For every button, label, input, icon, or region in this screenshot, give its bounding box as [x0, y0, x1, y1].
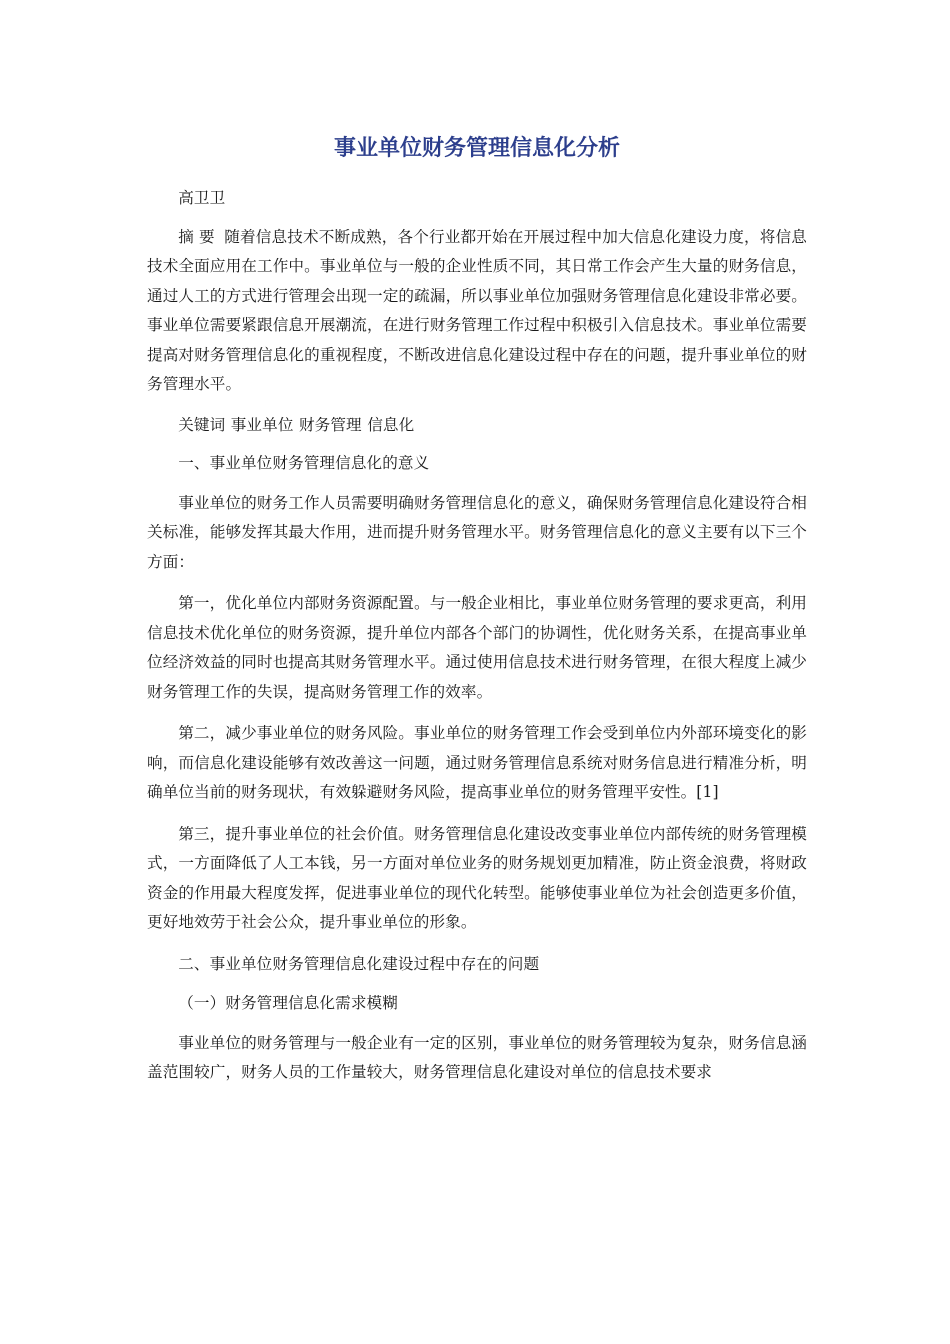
keyword-item: 财务管理	[298, 415, 362, 434]
keywords-label: 关键词	[178, 415, 226, 434]
paper-body	[147, 184, 807, 1100]
paper-title: 事业单位财务管理信息化分析	[333, 136, 620, 161]
keyword-item: 信息化	[367, 415, 415, 434]
abstract-label: 摘 要	[178, 227, 215, 246]
body-paragraph: 事业单位的财务工作人员需要明确财务管理信息化的意义，确保财务管理信息化建设符合相关标准，能够发挥其最大作用，进而提升财务管理水平。财务管理信息化的意义主要有以下三个方面：	[147, 493, 807, 571]
keywords-line	[147, 411, 807, 441]
subsection-heading: （一）财务管理信息化需求模糊	[178, 994, 398, 1012]
body-paragraph: 事业单位的财务管理与一般企业有一定的区别，事业单位的财务管理较为复杂，财务信息涵盖范围较广，财务人员的工作量较大，财务管理信息化建设对单位的信息技术要求	[147, 1033, 807, 1081]
section-heading-1: 一、事业单位财务管理信息化的意义	[178, 454, 430, 472]
abstract-paragraph	[147, 223, 807, 400]
author-name: 高卫卫	[178, 189, 226, 207]
body-paragraph: 第二，减少事业单位的财务风险。事业单位的财务管理工作会受到单位内外部环境变化的影响，而信息化建设能够有效改善这一问题，通过财务管理信息系统对财务信息进行精准分析，明确单位当前的财务现状，有效躲避财务风险，提高事业单位的财务管理平安性。[1]	[147, 724, 807, 801]
keyword-item: 事业单位	[230, 415, 294, 434]
body-paragraph: 第一，优化单位内部财务资源配置。与一般企业相比，事业单位财务管理的要求更高，利用信息技术优化单位的财务资源，提升单位内部各个部门的协调性，优化财务关系，在提高事业单位经济效益的同时也提高其财务管理水平。通过使用信息技术进行财务管理，在很大程度上减少财务管理工作的失误，提高财务管理工作的效率。	[147, 594, 807, 701]
abstract-text: 随着信息技术不断成熟，各个行业都开始在开展过程中加大信息化建设力度，将信息技术全面应用在工作中。事业单位与一般的企业性质不同，其日常工作会产生大量的财务信息，通过人工的方式进行管理会出现一定的疏漏，所以事业单位加强财务管理信息化建设非常必要。事业单位需要紧跟信息开展潮流，在进行财务管理工作过程中积极引入信息技术。事业单位需要提高对财务管理信息化的重视程度，不断改进信息化建设过程中存在的问题，提升事业单位的财务管理水平。	[147, 227, 807, 393]
section-heading-2: 二、事业单位财务管理信息化建设过程中存在的问题	[178, 954, 540, 973]
body-paragraph: 第三，提升事业单位的社会价值。财务管理信息化建设改变事业单位内部传统的财务管理模式，一方面降低了人工本钱，另一方面对单位业务的财务规划更加精准，防止资金浪费，将财政资金的作用最大程度发挥，促进事业单位的现代化转型。能够使事业单位为社会创造更多价值，更好地效劳于社会公众，提升事业单位的形象。	[147, 824, 807, 931]
